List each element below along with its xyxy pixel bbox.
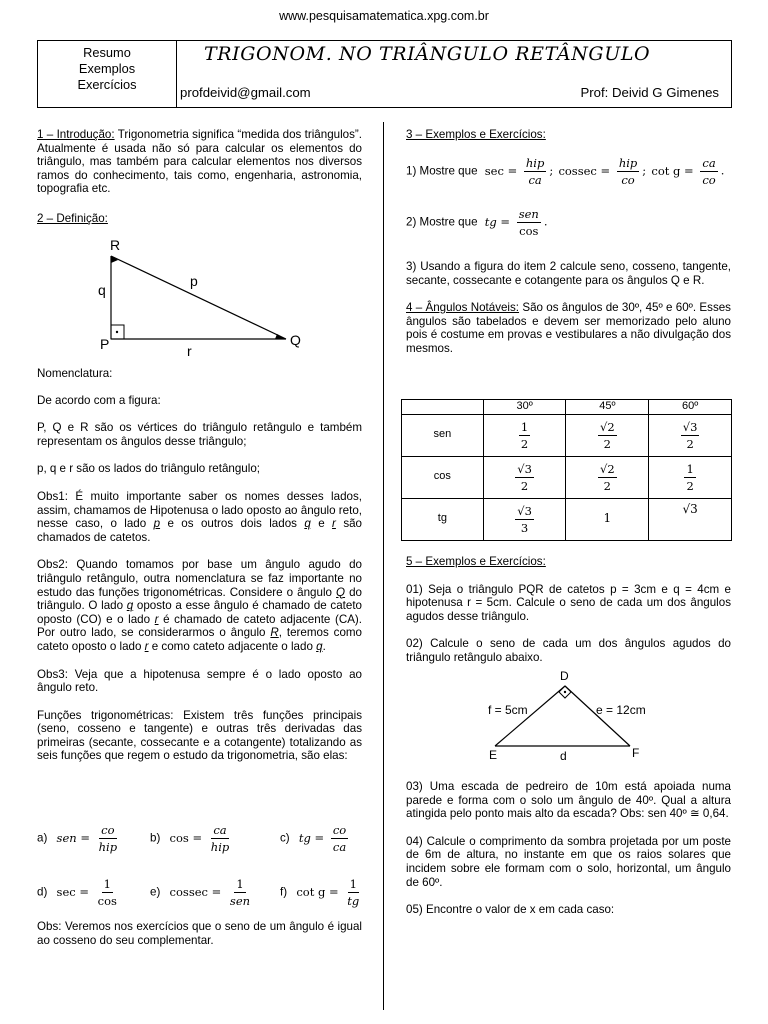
cell-num: √2 bbox=[600, 461, 615, 476]
ex2-den: cos bbox=[519, 224, 539, 238]
cell-plain: 1 bbox=[603, 510, 612, 525]
table-cell bbox=[649, 456, 732, 498]
side-e-label: e = 12cm bbox=[596, 703, 646, 717]
exercise-2-prefix: 2) Mostre que bbox=[406, 215, 478, 229]
table-corner-cell bbox=[402, 400, 484, 415]
formula-num: 1 bbox=[349, 877, 357, 891]
obs2-var: q bbox=[126, 599, 134, 613]
table-row bbox=[402, 414, 732, 456]
cell-num: √2 bbox=[600, 419, 615, 434]
obs1-text: são chamados de catetos. bbox=[37, 517, 363, 544]
obs2-var: R bbox=[270, 626, 279, 640]
exercise-1-prefix: 1) Mostre que bbox=[406, 164, 478, 178]
table-row bbox=[402, 456, 732, 498]
cell-den: 3 bbox=[520, 520, 529, 535]
formula-fn: cos bbox=[169, 830, 189, 845]
cell-den: 2 bbox=[520, 478, 529, 493]
obs2-text: oposto a esse ângulo é chamado de cateto oposto (CO) e o lado bbox=[37, 599, 363, 626]
header-left-line: Exemplos bbox=[78, 61, 136, 76]
obs2-text: , teremos como cateto oposto o lado bbox=[37, 626, 362, 653]
formula-label: d) bbox=[37, 885, 48, 899]
table-row bbox=[402, 498, 732, 540]
obs1-paragraph bbox=[37, 490, 362, 544]
cell-den: 2 bbox=[686, 436, 694, 451]
cell-plain: √3 bbox=[682, 501, 698, 516]
left-column-body bbox=[37, 367, 362, 763]
sides-paragraph: p, q e r são os lados do triângulo retângulo; bbox=[37, 462, 261, 476]
intro-heading: 1 – Introdução: bbox=[37, 128, 115, 141]
formula-fn: sec bbox=[56, 884, 76, 899]
obs2-paragraph bbox=[37, 558, 362, 653]
table-header-cell: 30º bbox=[483, 400, 566, 415]
final-observation bbox=[37, 920, 362, 947]
table-header-cell: 60º bbox=[649, 400, 732, 415]
formula-b: b) cos = $\frac{ca}{\text{hip}}$ bbox=[150, 823, 230, 854]
formula-num: co bbox=[332, 823, 347, 837]
examples-heading-text: 3 – Exemplos e Exercícios: bbox=[406, 128, 546, 141]
question-05: 05) Encontre o valor de x em cada caso: bbox=[406, 903, 615, 917]
obs1-var: q bbox=[304, 517, 311, 531]
vertex-r-label: R bbox=[110, 237, 121, 253]
obs1-text: Obs1: É muito importante saber os nomes desses lados, assim, chamamos de Hipotenusa o lado oposto ao ângulo reto, nesse caso, o lado bbox=[37, 489, 362, 531]
question-02: 02) Calcule o seno de cada um dos ângulos agudos do triângulo retângulo abaixo. bbox=[406, 637, 731, 664]
header-left-line: Exercícios bbox=[77, 77, 137, 92]
questions-03-05 bbox=[406, 780, 731, 917]
obs2-text: é chamado de cateto adjacente (CA). Por outro lado, se considerarmos o ângulo bbox=[37, 612, 363, 640]
definition-heading-text: 2 – Definição: bbox=[37, 212, 108, 225]
obs2-text: e como cateto adjacente o lado bbox=[148, 639, 317, 653]
formula-num: ca bbox=[213, 823, 227, 837]
final-observation-text: Obs: Veremos nos exercícios que o seno de um ângulo é igual ao cosseno do seu complementar. bbox=[37, 920, 362, 947]
notable-angles-heading: 4 – Ângulos Notáveis: bbox=[406, 301, 520, 315]
right-angle-dot bbox=[564, 691, 566, 693]
cell-num: 1 bbox=[520, 419, 529, 434]
vertex-q-label: Q bbox=[290, 332, 301, 348]
formula-den: tg bbox=[347, 894, 360, 908]
obs3-paragraph: Obs3: Veja que a hipotenusa sempre é o lado oposto ao ângulo reto. bbox=[37, 667, 362, 695]
cell-num: 1 bbox=[686, 461, 694, 476]
table-cell bbox=[566, 456, 649, 498]
formula-den: cos bbox=[97, 894, 117, 908]
side-r-label: r bbox=[187, 343, 192, 359]
ex2-num: sen bbox=[518, 207, 539, 221]
obs2-text: . bbox=[322, 639, 326, 653]
cell-num: √3 bbox=[682, 419, 698, 434]
obs2-var: q bbox=[316, 639, 323, 653]
cell-den: 2 bbox=[603, 436, 611, 451]
left-column bbox=[37, 128, 362, 196]
obs1-var: p bbox=[153, 517, 161, 531]
cell-den: 2 bbox=[603, 478, 611, 493]
cell-den: 2 bbox=[520, 436, 529, 451]
nomenclature-label: Nomenclatura: bbox=[37, 367, 113, 380]
author-email: profdeivid@gmail.com bbox=[180, 85, 311, 100]
table-header-row bbox=[402, 400, 732, 415]
document-title: TRIGONOM. NO TRIÂNGULO RETÂNGULO bbox=[204, 43, 651, 65]
question-03: 03) Uma escada de pedreiro de 10m está apoiada numa parede e forma com o solo um ângulo de 40º. Qual a altura atingida pelo ponto mais alto da escada? Obs: sen 40º ≅ 0,64. bbox=[406, 780, 731, 821]
table-row-label: sen bbox=[402, 414, 484, 456]
table-cell bbox=[566, 414, 649, 456]
ex1-fn: cossec bbox=[558, 163, 597, 178]
site-url: www.pesquisamatematica.xpg.com.br bbox=[279, 9, 489, 23]
formula-label: a) bbox=[37, 831, 48, 845]
intro-paragraph bbox=[37, 128, 362, 196]
side-f-label: f = 5cm bbox=[488, 703, 528, 717]
ex1-num: hip bbox=[525, 156, 545, 170]
author-name: Prof: Deivid G Gimenes bbox=[580, 85, 719, 100]
formula-row-2 bbox=[37, 868, 367, 906]
header-box bbox=[37, 40, 732, 108]
vertex-e-label: E bbox=[489, 748, 498, 762]
column-divider bbox=[383, 122, 384, 1010]
side-q-label: q bbox=[98, 282, 106, 298]
vertex-p-label: P bbox=[100, 336, 110, 352]
obs2-var: r bbox=[154, 612, 159, 626]
according-figure: De acordo com a figura: bbox=[37, 393, 161, 407]
table-cell bbox=[483, 498, 566, 540]
formula-den: hip bbox=[98, 840, 118, 854]
table-row-label: tg bbox=[402, 498, 484, 540]
table-cell bbox=[483, 456, 566, 498]
ex1-num: ca bbox=[702, 156, 716, 170]
formula-d: d) sec = $\frac{1}{\cos}$ bbox=[37, 877, 117, 908]
triangle-def-figure bbox=[480, 668, 660, 768]
formula-label: e) bbox=[150, 885, 161, 899]
ex1-den: co bbox=[621, 173, 635, 187]
cell-num: √3 bbox=[517, 503, 532, 518]
formula-fn: tg bbox=[298, 830, 311, 845]
table-row-label: cos bbox=[402, 456, 484, 498]
formula-den: sen bbox=[229, 894, 251, 908]
triangle-pqr-figure bbox=[90, 232, 310, 362]
formula-fn: cot g bbox=[296, 884, 326, 899]
ex2-fn: tg bbox=[484, 214, 497, 229]
ex1-fn: sec bbox=[484, 163, 504, 178]
obs2-var: Q bbox=[336, 585, 346, 599]
obs2-var: r bbox=[144, 639, 149, 653]
functions-paragraph: Funções trigonométricas: Existem três funções principais (seno, cosseno e tangente) e outras três derivadas das primeiras (secante, cossecante e a cotangente) totalizando as seis funções que regem o estudo da trigonometria, são elas: bbox=[37, 708, 362, 763]
side-p bbox=[111, 256, 286, 339]
vertex-d-label: D bbox=[560, 669, 569, 683]
obs1-var: r bbox=[332, 517, 336, 531]
cell-den: 2 bbox=[686, 478, 694, 493]
intro-text: Trigonometria significa “medida dos triângulos”. Atualmente é usada não só para calcular os elementos do triângulo, mas também para calcular elementos nos diversos ramos do conhecimento, tais como, engenharia, astronomia, topografia etc. bbox=[37, 128, 362, 196]
formula-label: f) bbox=[280, 885, 288, 899]
right-column-body bbox=[406, 260, 731, 356]
examples-5-heading: 5 – Exemplos e Exercícios: bbox=[406, 555, 546, 568]
ex1-den: co bbox=[702, 173, 716, 187]
formula-f: f) cot g = $\frac{1}{tg}$ bbox=[280, 877, 360, 908]
obs2-text: do triângulo. O lado bbox=[37, 585, 362, 613]
notable-angles-paragraph bbox=[406, 301, 731, 355]
header-left-line: Resumo bbox=[83, 45, 131, 60]
ex1-den: ca bbox=[528, 173, 542, 187]
exercise-2: 2) Mostre que tg = $\frac{\text{sen}}{\cos}$ . bbox=[406, 207, 548, 238]
formula-num: 1 bbox=[103, 877, 111, 891]
formula-fn: sen bbox=[56, 830, 77, 845]
formula-label: b) bbox=[150, 831, 161, 845]
side-p-label: p bbox=[190, 273, 198, 289]
formula-num: co bbox=[101, 823, 115, 837]
side-d-label: d bbox=[560, 749, 567, 763]
formula-den: ca bbox=[332, 840, 347, 854]
vertices-paragraph: P, Q e R são os vértices do triângulo retângulo e também representam os ângulos desse triângulo; bbox=[37, 421, 362, 448]
table-cell bbox=[566, 498, 649, 540]
examples-5-section bbox=[406, 555, 731, 665]
header-left-cell bbox=[38, 41, 177, 107]
exercise-3-text: 3) Usando a figura do item 2 calcule seno, cosseno, tangente, secante, cossecante e cotangente para os ângulos Q e R. bbox=[406, 260, 731, 287]
formula-label: c) bbox=[280, 831, 290, 845]
ex1-fn: cot g bbox=[651, 163, 681, 178]
formula-e: e) cossec = $\frac{1}{\text{sen}}$ bbox=[150, 877, 251, 908]
cell-num: √3 bbox=[517, 461, 532, 476]
notable-angles-table bbox=[401, 399, 732, 541]
formula-row-1 bbox=[37, 814, 367, 852]
formula-num: 1 bbox=[236, 877, 244, 891]
formula-fn: cossec bbox=[169, 884, 208, 899]
notable-angles-text: São os ângulos de 30º, 45º e 60º. Esses ângulos são tabelados e devem ser memorizado pelo aluno pois é costume em provas e vestibulares a não divulgação dos mesmos. bbox=[406, 301, 731, 355]
formula-c: c) tg = $\frac{co}{ca}$ bbox=[280, 823, 347, 854]
formula-a: a) sen = $\frac{co}{\text{hip}}$ bbox=[37, 823, 118, 854]
ex1-num: hip bbox=[618, 156, 638, 170]
table-cell bbox=[649, 498, 732, 540]
table-header-cell: 45º bbox=[566, 400, 649, 415]
question-04: 04) Calcule o comprimento da sombra projetada por um poste de 6m de altura, no instante em que os raios solares que incidem sobre ele formam com o solo, horizontal, um ângulo de 60º. bbox=[406, 834, 731, 889]
table-cell bbox=[483, 414, 566, 456]
definition-heading bbox=[37, 212, 108, 226]
obs2-text: Obs2: Quando tomamos por base um ângulo agudo do triângulo retângulo, outra nomenclatura se faz importante no estudo das funções trigonométricas. Considere o ângulo bbox=[37, 558, 362, 599]
exercise-1: 1) Mostre que sec = $\frac{\text{hip}}{ca}$ ; cossec = $\frac{\text{hip}}{co}$ ; cot g = $\frac{ca}{co}$ . bbox=[406, 156, 725, 187]
right-angle-dot bbox=[116, 331, 118, 333]
examples-heading bbox=[406, 128, 546, 142]
vertex-f-label: F bbox=[632, 746, 640, 760]
table-cell bbox=[649, 414, 732, 456]
obs1-text: e bbox=[310, 517, 333, 531]
formula-den: hip bbox=[210, 840, 230, 854]
obs1-text: e os outros dois lados bbox=[160, 517, 305, 531]
question-01: 01) Seja o triângulo PQR de catetos p = 3cm e q = 4cm e hipotenusa r = 5cm. Calcule o seno de cada um dos ângulos agudos desse triângulo. bbox=[406, 582, 731, 623]
